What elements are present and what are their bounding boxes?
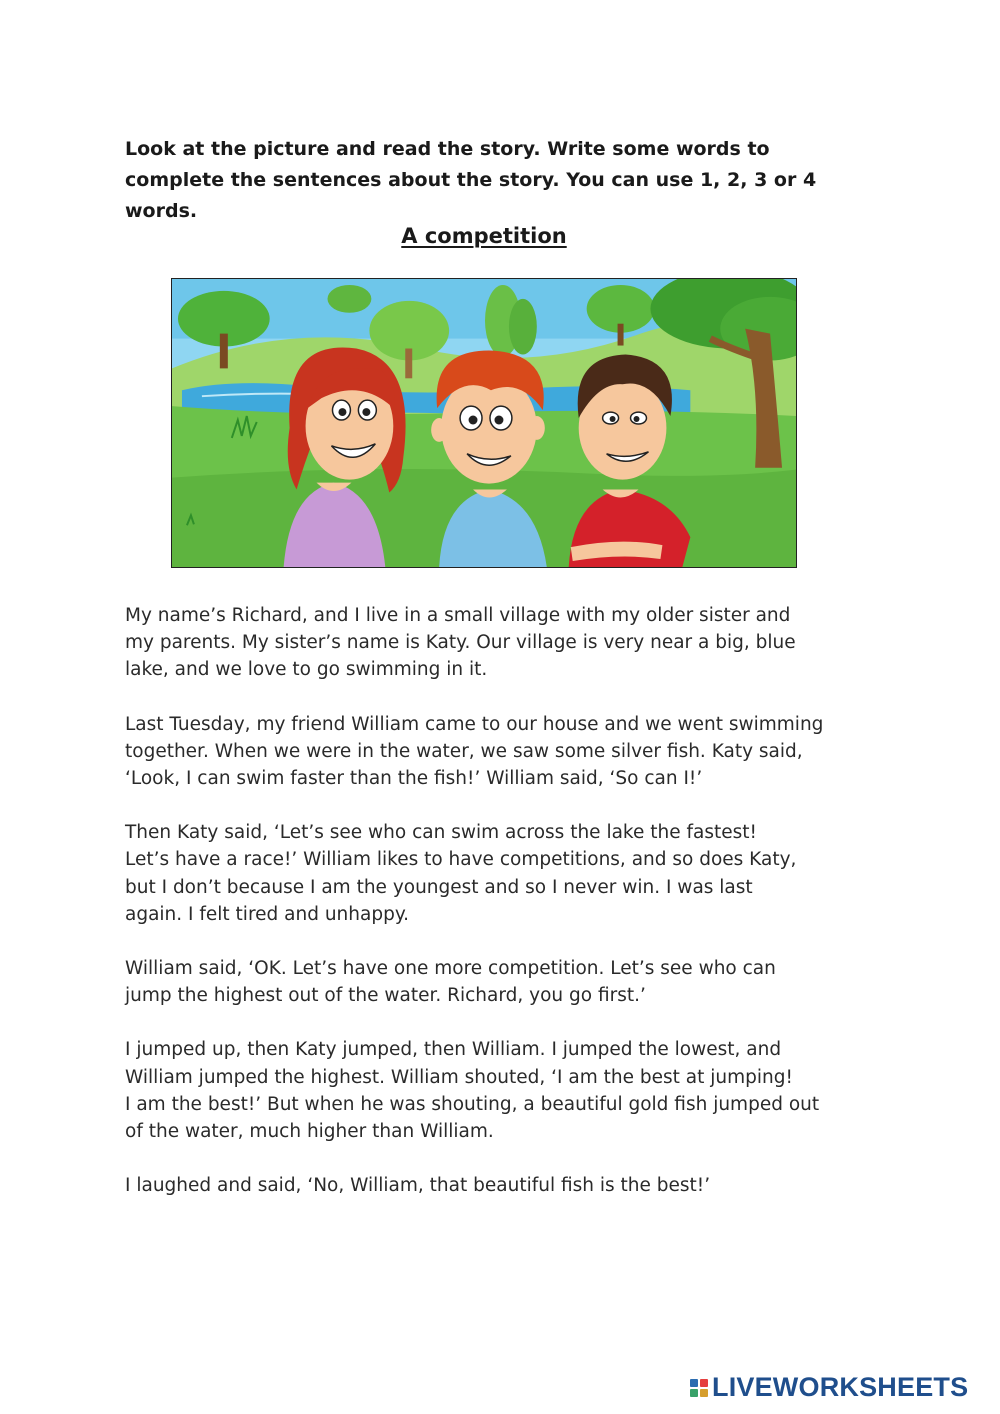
logo-square-2: [700, 1379, 708, 1387]
story-illustration: [171, 278, 797, 568]
story-text: [125, 602, 865, 1226]
logo-text: LIVEWORKSHEETS: [712, 1372, 969, 1402]
liveworksheets-logo[interactable]: [690, 1372, 968, 1403]
story-paragraph-4: William said, ‘OK. Let’s have one more competition. Let’s see who can jump the highest out of the water. Richard, you go first.’: [125, 958, 776, 1007]
logo-mark-icon: [690, 1379, 708, 1397]
instructions: Look at the picture and read the story. Write some words to complete the sentences about the story. You can use 1, 2, 3 or 4 words.: [125, 138, 817, 222]
logo-square-1: [690, 1379, 698, 1387]
logo-square-4: [700, 1389, 708, 1397]
logo-square-3: [690, 1389, 698, 1397]
story-paragraph-5: I jumped up, then Katy jumped, then William. I jumped the lowest, and William jumped the highest. William shouted, ‘I am the best at jumping! I am the best!’ But when he was shouting, a beautiful gold fish jumped out of the water, much higher than William.: [125, 1039, 820, 1143]
story-paragraph-2: Last Tuesday, my friend William came to our house and we went swimming together. When we were in the water, we saw some silver fish. Katy said, ‘Look, I can swim faster than the fish!’ William said, ‘So can I!’: [125, 713, 824, 790]
story-paragraph-6: I laughed and said, ‘No, William, that beautiful fish is the best!’: [125, 1175, 711, 1197]
story-paragraph-1: My name’s Richard, and I live in a small village with my older sister and my parents. My sister’s name is Katy. Our village is very near a big, blue lake, and we love to go swimming in it.: [125, 605, 796, 681]
children-by-lake-picture: [172, 279, 796, 567]
story-title: A competition: [401, 224, 567, 248]
story-paragraph-3: Then Katy said, ‘Let’s see who can swim across the lake the fastest! Let’s have a race!’ William likes to have competitions, and so does Katy, but I don’t because I am the youngest and so I never win. I was last again. I felt tired and unhappy.: [125, 822, 797, 925]
